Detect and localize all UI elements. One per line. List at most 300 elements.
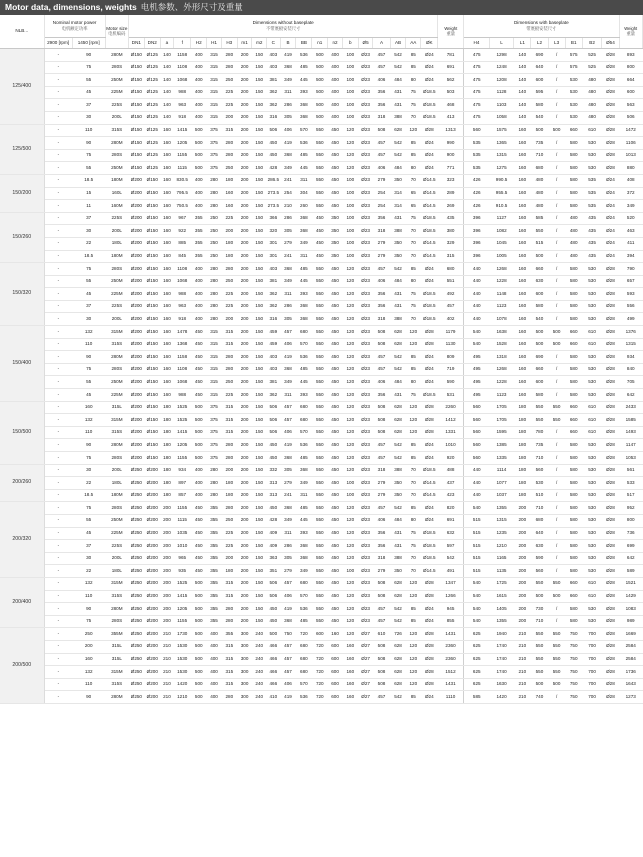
table-cell: /: [548, 389, 565, 402]
table-cell: 132: [72, 577, 105, 590]
table-cell: 431: [390, 527, 406, 540]
table-cell: 375: [207, 439, 222, 452]
table-cell: 570: [296, 678, 312, 691]
table-cell: 200: [221, 552, 237, 565]
table-cell: Ø28: [421, 678, 438, 691]
table-cell: 180L: [105, 565, 128, 578]
table-cell: Ø200: [144, 678, 160, 691]
table-cell: 540: [464, 577, 490, 590]
table-cell: 1128: [489, 86, 513, 99]
table-cell: 160: [514, 212, 531, 225]
table-cell: Ø150: [128, 124, 144, 137]
table-cell: 355: [221, 628, 237, 641]
table-cell: Ø24: [602, 212, 619, 225]
table-cell: 542: [390, 691, 406, 704]
table-cell: 200: [221, 225, 237, 238]
table-cell: 720: [312, 666, 328, 679]
table-cell: 200: [237, 326, 252, 339]
table-cell: 90: [72, 49, 105, 62]
table-cell: Ø28: [602, 678, 619, 691]
table-cell: 305: [280, 111, 296, 124]
table-cell: Ø200: [128, 414, 144, 427]
table-cell: Ø23: [358, 590, 373, 603]
table-row: [0, 401, 643, 414]
table-cell: 517: [619, 489, 643, 502]
table-cell: /: [548, 489, 565, 502]
table-cell: 500: [191, 401, 207, 414]
header-col-13: n1: [312, 38, 328, 49]
table-row: [0, 237, 643, 250]
table-cell: 140: [160, 49, 173, 62]
table-cell: 530: [582, 263, 602, 276]
table-cell: Ø28: [602, 74, 619, 87]
table-cell: 735: [531, 439, 548, 452]
pump-type-cell: 200/320: [0, 502, 44, 578]
table-cell: 491: [438, 565, 464, 578]
table-cell: 100: [342, 174, 358, 187]
table-cell: Ø200: [128, 275, 144, 288]
table-cell: 280M: [105, 691, 128, 704]
table-cell: 315: [221, 577, 237, 590]
table-cell: 349: [296, 237, 312, 250]
table-cell: -: [44, 628, 72, 641]
table-cell: 100: [342, 86, 358, 99]
table-cell: 160M: [105, 200, 128, 213]
table-cell: 311: [280, 389, 296, 402]
table-cell: 315: [207, 74, 222, 87]
table-cell: 150: [252, 552, 267, 565]
table-cell: 580: [565, 527, 582, 540]
table-cell: Ø23: [358, 527, 373, 540]
table-cell: 15: [72, 187, 105, 200]
table-cell: 200: [237, 61, 252, 74]
table-cell: 150: [252, 439, 267, 452]
table-cell: 160: [514, 263, 531, 276]
table-cell: 150: [252, 489, 267, 502]
table-cell: 160: [160, 351, 173, 364]
table-cell: 426: [464, 174, 490, 187]
table-cell: 1005: [489, 250, 513, 263]
table-row: [0, 137, 643, 150]
table-cell: Ø23: [358, 603, 373, 616]
table-cell: 280: [207, 200, 222, 213]
table-cell: 315: [207, 389, 222, 402]
table-cell: 240: [252, 678, 267, 691]
table-cell: 500: [312, 61, 328, 74]
table-cell: 400: [191, 288, 207, 301]
table-cell: Ø150: [128, 86, 144, 99]
table-row: [0, 464, 643, 477]
table-cell: 600: [531, 74, 548, 87]
motor-data-table: [0, 15, 643, 704]
table-cell: Ø23: [358, 49, 373, 62]
table-cell: 250M: [105, 275, 128, 288]
table-cell: Ø23: [358, 414, 373, 427]
table-cell: 530: [565, 74, 582, 87]
table-cell: 450: [312, 250, 328, 263]
table-cell: 150: [252, 603, 267, 616]
table-cell: 540: [464, 590, 490, 603]
table-cell: 1415: [174, 426, 191, 439]
table-cell: Ø28: [602, 615, 619, 628]
table-cell: 508: [373, 666, 390, 679]
table-cell: 150: [252, 250, 267, 263]
table-cell: 450: [328, 414, 343, 427]
table-cell: Ø18.5: [421, 389, 438, 402]
table-cell: Ø23: [358, 86, 373, 99]
table-cell: 600: [328, 691, 343, 704]
table-cell: 450: [328, 477, 343, 490]
header-col-7: H3: [221, 38, 237, 49]
table-cell: 120: [342, 464, 358, 477]
table-cell: 150: [252, 313, 267, 326]
table-cell: 313: [267, 489, 280, 502]
table-cell: Ø200: [128, 376, 144, 389]
table-cell: 1115: [174, 514, 191, 527]
table-cell: 314: [390, 200, 406, 213]
table-row: [0, 225, 643, 238]
table-cell: 355: [207, 552, 222, 565]
table-cell: 542: [390, 615, 406, 628]
table-row: [0, 565, 643, 578]
table-cell: 150: [252, 426, 267, 439]
table-cell: 140: [160, 74, 173, 87]
table-cell: 315: [207, 111, 222, 124]
table-cell: 1638: [489, 326, 513, 339]
table-cell: 580: [565, 363, 582, 376]
table-cell: 356: [373, 527, 390, 540]
table-cell: 880: [619, 162, 643, 175]
table-cell: Ø28: [602, 489, 619, 502]
table-cell: 65: [406, 200, 421, 213]
table-cell: Ø28: [602, 288, 619, 301]
table-cell: 400: [207, 691, 222, 704]
table-cell: 254: [373, 187, 390, 200]
table-cell: 515: [464, 527, 490, 540]
table-cell: Ø150: [144, 237, 160, 250]
table-cell: 305: [280, 313, 296, 326]
table-cell: Ø150: [128, 49, 144, 62]
table-cell: 225M: [105, 288, 128, 301]
table-cell: Ø250: [128, 514, 144, 527]
table-cell: Ø150: [144, 389, 160, 402]
table-cell: 120: [342, 162, 358, 175]
table-cell: 1248: [489, 61, 513, 74]
table-cell: 160L: [105, 187, 128, 200]
table-cell: 225: [221, 540, 237, 553]
table-cell: 280: [207, 464, 222, 477]
table-cell: 1429: [619, 590, 643, 603]
table-cell: 22: [72, 565, 105, 578]
pump-type-cell: 150/400: [0, 326, 44, 402]
table-cell: 150: [252, 414, 267, 427]
table-cell: 280: [221, 149, 237, 162]
header-col-15: b: [342, 38, 358, 49]
table-cell: 150: [252, 263, 267, 276]
table-cell: 180: [514, 439, 531, 452]
table-cell: 542: [390, 49, 406, 62]
table-cell: 445: [296, 514, 312, 527]
table-cell: 85: [406, 502, 421, 515]
table-cell: 368: [296, 212, 312, 225]
header-col-14: n2: [328, 38, 343, 49]
table-cell: Ø150: [144, 225, 160, 238]
table-cell: Ø250: [128, 603, 144, 616]
table-cell: -: [44, 111, 72, 124]
table-cell: -: [44, 389, 72, 402]
table-cell: 610: [582, 326, 602, 339]
table-cell: 550: [531, 628, 548, 641]
table-cell: -: [44, 300, 72, 313]
table-cell: 720: [312, 678, 328, 691]
table-cell: 1595: [489, 426, 513, 439]
table-cell: 349: [280, 514, 296, 527]
table-cell: 535: [464, 162, 490, 175]
table-cell: 900: [438, 149, 464, 162]
table-cell: 280: [207, 313, 222, 326]
table-cell: Ø14.5: [421, 200, 438, 213]
table-row: [0, 640, 643, 653]
table-cell: 450: [312, 237, 328, 250]
table-cell: 508: [373, 338, 390, 351]
table-cell: Ø150: [128, 149, 144, 162]
table-cell: 110: [72, 590, 105, 603]
table-cell: 329: [438, 237, 464, 250]
table-cell: Ø23: [358, 502, 373, 515]
table-cell: 315: [221, 401, 237, 414]
table-cell: Ø250: [128, 552, 144, 565]
table-cell: 506: [267, 577, 280, 590]
table-cell: 1331: [438, 426, 464, 439]
table-cell: 200: [237, 99, 252, 112]
table-cell: 428: [267, 162, 280, 175]
table-cell: 440: [464, 275, 490, 288]
table-cell: Ø24: [602, 174, 619, 187]
table-cell: Ø150: [144, 439, 160, 452]
table-cell: 580: [565, 200, 582, 213]
table-cell: 140: [160, 99, 173, 112]
table-cell: 500: [548, 124, 565, 137]
table-cell: 180: [514, 401, 531, 414]
table-cell: /: [548, 212, 565, 225]
table-cell: 406: [280, 590, 296, 603]
table-cell: 550: [312, 124, 328, 137]
table-cell: 160: [342, 691, 358, 704]
table-cell: Ø150: [144, 300, 160, 313]
table-cell: 535: [464, 137, 490, 150]
header-rpm1: 2900 [rpm]: [44, 38, 72, 49]
table-cell: 349: [280, 376, 296, 389]
table-cell: 600: [328, 653, 343, 666]
table-cell: 225S: [105, 540, 128, 553]
table-cell: 680: [438, 263, 464, 276]
table-cell: 160: [514, 237, 531, 250]
table-cell: Ø200: [144, 603, 160, 616]
table-cell: 593: [619, 288, 643, 301]
table-cell: -: [44, 237, 72, 250]
table-cell: 210: [514, 653, 531, 666]
table-cell: 80: [406, 514, 421, 527]
table-cell: 200: [160, 514, 173, 527]
table-cell: 466: [267, 640, 280, 653]
table-cell: 381: [267, 275, 280, 288]
table-row: [0, 313, 643, 326]
table-row: [0, 540, 643, 553]
table-cell: 150: [252, 300, 267, 313]
table-cell: 120: [406, 590, 421, 603]
table-cell: 280S: [105, 502, 128, 515]
table-cell: 280: [221, 137, 237, 150]
table-cell: 495: [464, 389, 490, 402]
table-cell: 1053: [619, 452, 643, 465]
table-cell: 485: [296, 363, 312, 376]
table-cell: 550: [312, 263, 328, 276]
table-cell: /: [548, 363, 565, 376]
table-cell: Ø150: [144, 187, 160, 200]
table-cell: 410: [267, 691, 280, 704]
table-cell: Ø28: [602, 338, 619, 351]
table-cell: -: [44, 74, 72, 87]
table-cell: 508: [373, 653, 390, 666]
table-cell: 680: [531, 162, 548, 175]
table-cell: 180L: [105, 237, 128, 250]
table-cell: 160: [160, 212, 173, 225]
table-cell: Ø28: [602, 124, 619, 137]
table-cell: 160: [342, 653, 358, 666]
table-row: [0, 666, 643, 679]
table-cell: Ø150: [144, 414, 160, 427]
table-cell: 508: [373, 678, 390, 691]
table-cell: Ø125: [144, 124, 160, 137]
table-cell: 315: [207, 61, 222, 74]
table-cell: 150: [252, 577, 267, 590]
table-cell: 120: [342, 149, 358, 162]
table-cell: 315: [207, 49, 222, 62]
table-cell: 750: [565, 678, 582, 691]
table-row: [0, 338, 643, 351]
table-cell: 375: [207, 137, 222, 150]
table-cell: 563: [619, 99, 643, 112]
table-cell: 160: [514, 363, 531, 376]
table-cell: 419: [280, 691, 296, 704]
table-cell: 580: [565, 187, 582, 200]
table-cell: 525: [582, 61, 602, 74]
table-cell: 800: [619, 514, 643, 527]
table-cell: 362: [267, 300, 280, 313]
table-cell: 160: [160, 288, 173, 301]
table-cell: 254: [280, 187, 296, 200]
table-cell: -: [44, 162, 72, 175]
table-cell: -: [44, 552, 72, 565]
table-cell: 542: [438, 552, 464, 565]
table-cell: 375: [207, 414, 222, 427]
table-cell: 315: [221, 124, 237, 137]
table-cell: 305: [280, 225, 296, 238]
table-cell: 400: [191, 74, 207, 87]
table-cell: 225S: [105, 212, 128, 225]
table-cell: Ø28: [602, 162, 619, 175]
table-cell: 403: [267, 61, 280, 74]
table-cell: Ø200: [128, 326, 144, 339]
table-cell: Ø28: [602, 477, 619, 490]
table-cell: Ø28: [602, 300, 619, 313]
table-cell: 315: [221, 326, 237, 339]
table-cell: Ø200: [144, 653, 160, 666]
table-cell: 280: [221, 691, 237, 704]
table-cell: 495: [464, 376, 490, 389]
table-cell: 85: [406, 137, 421, 150]
table-cell: 315: [221, 678, 237, 691]
table-cell: 150: [252, 86, 267, 99]
table-cell: 536: [296, 351, 312, 364]
table-cell: 1210: [489, 540, 513, 553]
table-cell: -: [44, 124, 72, 137]
table-cell: Ø200: [144, 464, 160, 477]
table-cell: 570: [296, 590, 312, 603]
table-cell: /: [548, 250, 565, 263]
table-cell: 500: [191, 590, 207, 603]
table-cell: 355: [207, 565, 222, 578]
table-cell: 150: [252, 61, 267, 74]
table-cell: 570: [296, 426, 312, 439]
pump-type-cell: 200/400: [0, 577, 44, 627]
table-cell: 279: [373, 565, 390, 578]
table-cell: 289: [438, 187, 464, 200]
table-cell: 30: [72, 225, 105, 238]
table-cell: 495: [464, 351, 490, 364]
table-cell: 160: [160, 263, 173, 276]
table-cell: 580: [565, 174, 582, 187]
table-cell: 120: [406, 678, 421, 691]
table-cell: 280: [207, 489, 222, 502]
table-cell: 11: [72, 200, 105, 213]
table-cell: 400: [191, 263, 207, 276]
table-cell: -: [44, 225, 72, 238]
table-cell: 180: [160, 426, 173, 439]
table-cell: 140: [514, 74, 531, 87]
table-cell: 450: [267, 452, 280, 465]
table-cell: 431: [390, 86, 406, 99]
table-cell: -: [44, 376, 72, 389]
table-cell: 362: [267, 288, 280, 301]
table-cell: /: [548, 313, 565, 326]
table-cell: 200: [237, 527, 252, 540]
table-cell: 580: [565, 162, 582, 175]
table-cell: Ø28: [602, 514, 619, 527]
table-row: [0, 514, 643, 527]
table-cell: 279: [373, 489, 390, 502]
table-cell: Ø27: [358, 691, 373, 704]
table-cell: 315: [221, 640, 237, 653]
table-cell: 450: [328, 565, 343, 578]
table-cell: 406: [280, 678, 296, 691]
table-cell: 100: [342, 49, 358, 62]
table-cell: 431: [390, 540, 406, 553]
table-cell: 542: [390, 263, 406, 276]
table-cell: 355: [207, 502, 222, 515]
table-cell: 200: [237, 124, 252, 137]
table-cell: -: [44, 414, 72, 427]
table-cell: /: [548, 275, 565, 288]
table-cell: 100: [342, 489, 358, 502]
table-cell: 580: [565, 389, 582, 402]
table-cell: 550: [312, 452, 328, 465]
table-cell: 22: [72, 237, 105, 250]
table-cell: 450: [328, 351, 343, 364]
table-cell: 362: [267, 99, 280, 112]
table-cell: 628: [390, 401, 406, 414]
table-cell: 200: [237, 225, 252, 238]
